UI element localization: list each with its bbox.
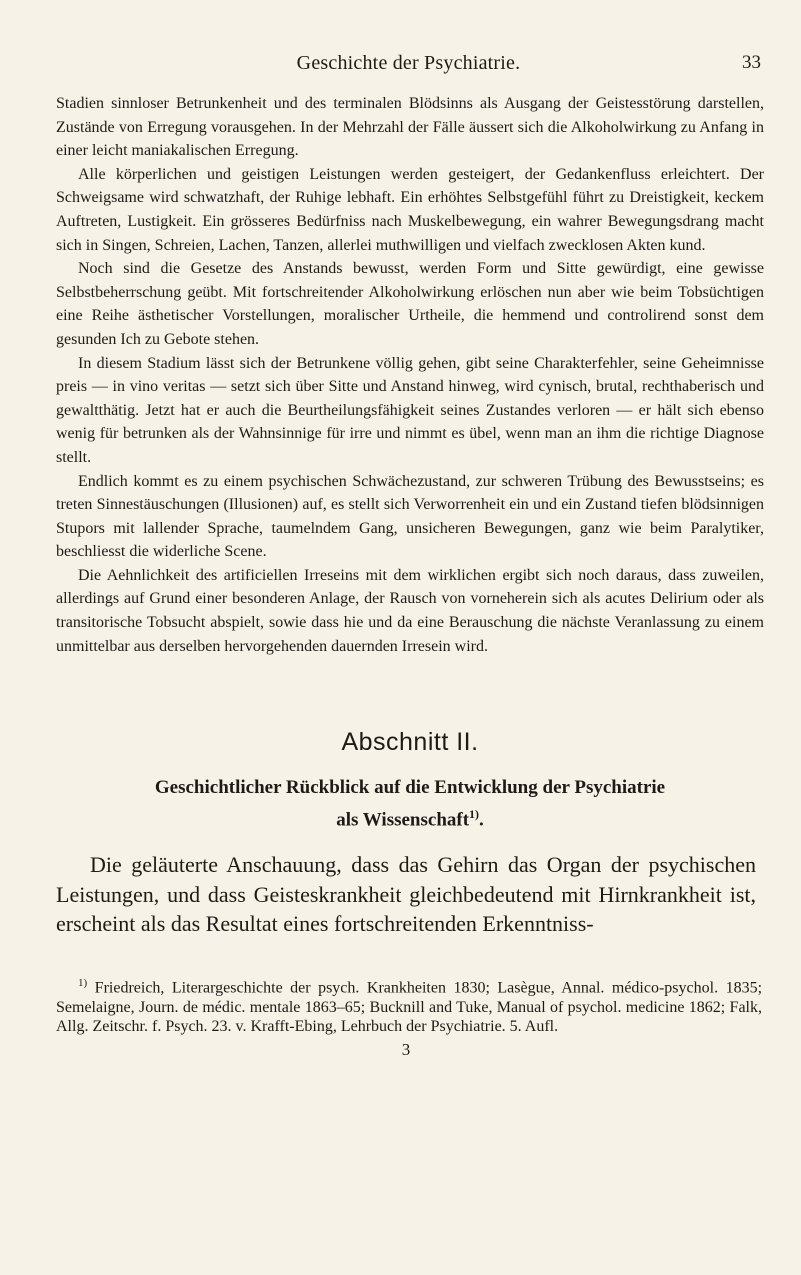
paragraph-4: In diesem Stadium lässt sich der Betrunkene völlig gehen, gibt seine Charakterfehler, seine Geheimnisse preis — in vino veritas — setzt sich über Sitte und Anstand hinweg, wird cynisch, brutal, rechthaberisch und gewaltthätig. Jetzt hat er auch die Beurtheilungsfähigkeit seines Zustandes verloren — er hält sich ebenso wenig für betrunken als der Wahnsinnige für irre und nimmt es übel, wenn man an ihm die richtige Diagnose stellt. — [56, 354, 764, 466]
footnote — [56, 974, 762, 1037]
section-title-line-1: Geschichtlicher Rückblick auf die Entwicklung der Psychiatrie — [154, 777, 666, 798]
main-text — [56, 92, 764, 658]
page-header — [56, 52, 761, 78]
running-title: Geschichte der Psychiatrie. — [296, 52, 521, 74]
section-heading — [56, 728, 764, 833]
section-title-line-2: als Wissenschaft — [336, 809, 470, 831]
section-text — [56, 850, 756, 939]
paragraph-3: Noch sind die Gesetze des Anstands bewusst, werden Form und Sitte gewürdigt, eine gewisse Selbstbeherrschung geübt. Mit fortschreitender Alkoholwirkung erlöschen nun aber wie beim Tobsüchtigen eine Reihe ästhetischer Vorstellungen, moralischer Urtheile, die hemmend und controlirend sonst dem gesunden Ich zu Gebote stehen. — [56, 260, 764, 348]
section-number: Abschnitt II. — [341, 728, 479, 756]
paragraph-6: Die Aehnlichkeit des artificiellen Irreseins mit dem wirklichen ergibt sich noch daraus, dass zuweilen, allerdings auf Grund einer besonderen Anlage, der Rausch von vorneherein sich als acutes Delirium oder als transitorische Tobsucht abspielt, sowie dass hie und da eine Berauschung die nächste Veranlassung zu einem unmittelbar aus derselben hervorgehenden dauernden Irresein wird. — [56, 566, 764, 655]
section-title — [56, 775, 764, 833]
footnote-mark: 1) — [78, 977, 88, 989]
footnote-text: Friedreich, Literargeschichte der psych. Krankheiten 1830; Lasègue, Annal. médico-psychol. 1835; Semelaigne, Journ. de médic. mentale 1863–65; Bucknill and Tuke, Manual of psychol. medicine 1862; Falk, Allg. Zeitschr. f. Psych. 23. v. Krafft-Ebing, Lehrbuch der Psychiatrie. 5. Aufl. — [56, 979, 763, 1036]
section-paragraph: Die geläuterte Anschauung, dass das Gehirn das Organ der psychischen Leistungen, und dass Geisteskrankheit gleichbedeutend mit Hirnkrankheit ist, erscheint als das Resultat eines fortschreitenden Erkenntniss- — [56, 852, 756, 936]
section-title-footnote-mark: 1) — [469, 807, 480, 821]
section-title-period: . — [479, 809, 484, 831]
paragraph-2: Alle körperlichen und geistigen Leistungen werden gesteigert, der Gedankenfluss erleichtert. Der Schweigsame wird schwatzhaft, der Ruhige lebhaft. Ein erhöhtes Selbstgefühl führt zu Dreistigkeit, keckem Auftreten, Lustigkeit. Ein grösseres Bedürfniss nach Muskelbewegung, ein wahrer Bewegungsdrang macht sich in Singen, Schreien, Lachen, Tanzen, allerlei muthwilligen und vielfach zwecklosen Akten kund. — [56, 165, 764, 254]
page-number: 33 — [742, 52, 761, 73]
paragraph-1: Stadien sinnloser Betrunkenheit und des terminalen Blödsinns als Ausgang der Geistesstörung darstellen, Zustände von Erregung vorausgehen. In der Mehrzahl der Fälle äussert sich die Alkoholwirkung zu Anfang in einer leicht maniakalischen Erregung. — [56, 95, 764, 160]
signature-mark: 3 — [401, 1040, 411, 1059]
paragraph-5: Endlich kommt es zu einem psychischen Schwächezustand, zur schweren Trübung des Bewusstseins; es treten Sinnestäuschungen (Illusionen) auf, es stellt sich Verworrenheit ein und ein Zustand tiefen blödsinnigen Stupors mit lallender Sprache, taumelndem Gang, unsicheren Bewegungen, ganz wie beim Paralytiker, beschliesst die widerliche Scene. — [56, 472, 764, 561]
